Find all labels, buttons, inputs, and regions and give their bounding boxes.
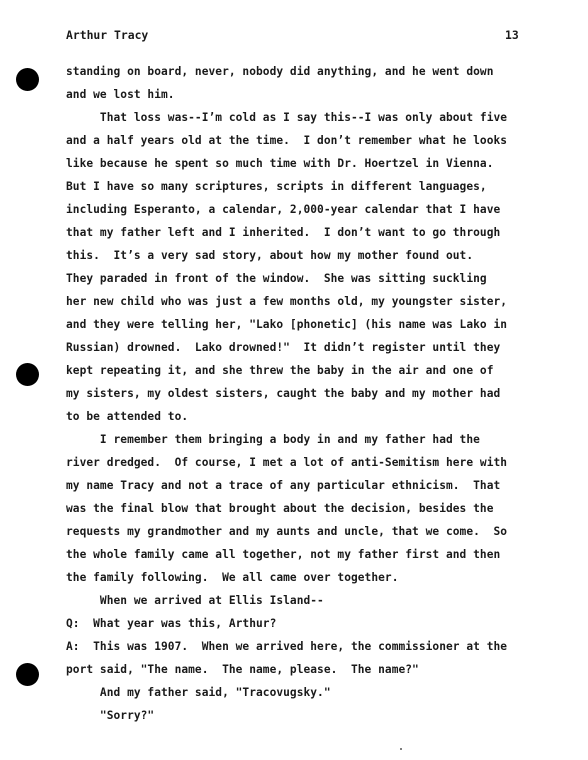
body-line: to be attended to. [66,410,189,423]
body-line: and we lost him. [66,88,175,101]
binder-hole-top [16,68,39,91]
body-line: her new child who was just a few months old, my youngster sister, [66,295,508,308]
body-line: this. It’s a very sad story, about how my mother found out. [66,249,474,262]
body-line: They paraded in front of the window. She was sitting suckling [66,272,487,285]
header-page-number: 13 [505,28,519,42]
body-line: like because he spent so much time with Dr. Hoertzel in Vienna. [66,157,494,170]
body-line: requests my grandmother and my aunts and uncle, that we come. So [66,525,508,538]
body-line: was the final blow that brought about the decision, besides the [66,502,494,515]
body-line: standing on board, never, nobody did anything, and he went down [66,65,494,78]
answer-line: A: This was 1907. When we arrived here, the commissioner at the [66,640,508,653]
body-line: Russian) drowned. Lako drowned!" It didn’t register until they [66,341,501,354]
scan-speck [400,748,402,750]
body-line: the family following. We all came over together. [66,571,399,584]
question-line: Q: What year was this, Arthur? [66,617,277,630]
body-line: river dredged. Of course, I met a lot of anti-Semitism here with [66,456,508,469]
body-line: my name Tracy and not a trace of any particular ethnicism. That [66,479,501,492]
header-interviewee-name: Arthur Tracy [66,28,149,42]
body-line: my sisters, my oldest sisters, caught the baby and my mother had [66,387,501,400]
body-line: that my father left and I inherited. I don’t want to go through [66,226,501,239]
body-line: including Esperanto, a calendar, 2,000-year calendar that I have [66,203,501,216]
body-line: And my father said, "Tracovugsky." [66,686,331,699]
body-line: I remember them bringing a body in and my father had the [66,433,480,446]
body-line: When we arrived at Ellis Island-- [66,594,324,607]
binder-hole-bottom [16,663,39,686]
body-line: the whole family came all together, not my father first and then [66,548,501,561]
body-line: and they were telling her, "Lako [phonetic] (his name was Lako in [66,318,508,331]
body-line: "Sorry?" [66,709,155,722]
body-line: and a half years old at the time. I don’t remember what he looks [66,134,508,147]
body-line: port said, "The name. The name, please. The name?" [66,663,419,676]
body-line: But I have so many scriptures, scripts in different languages, [66,180,487,193]
binder-hole-middle [16,363,39,386]
body-line: That loss was--I’m cold as I say this--I was only about five [66,111,508,124]
body-line: kept repeating it, and she threw the baby in the air and one of [66,364,494,377]
